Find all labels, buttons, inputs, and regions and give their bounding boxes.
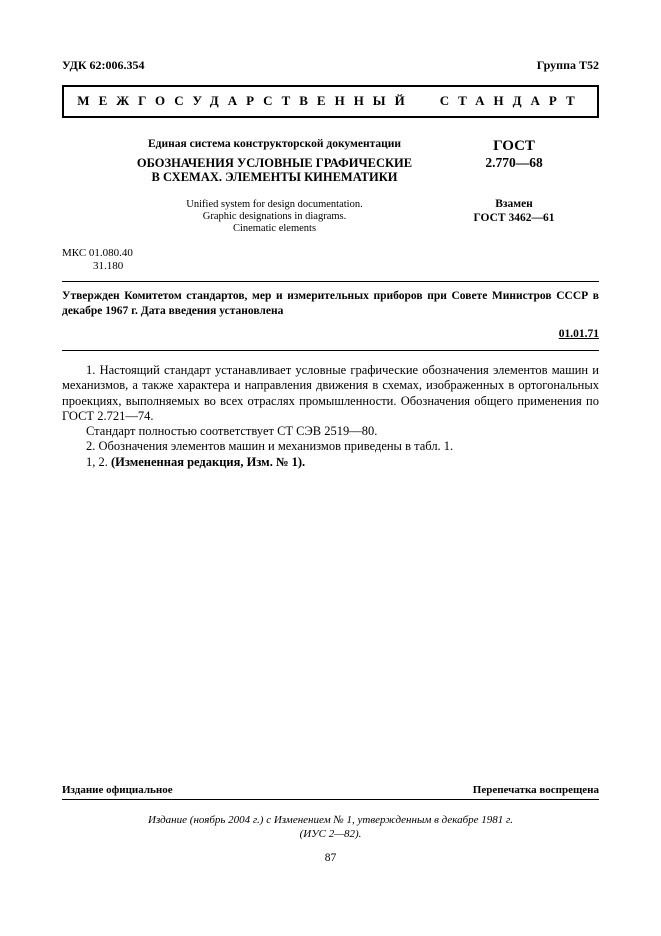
document-title-line2: В СХЕМАХ. ЭЛЕМЕНТЫ КИНЕМАТИКИ bbox=[151, 170, 398, 185]
document-title-line1: ОБОЗНАЧЕНИЯ УСЛОВНЫЕ ГРАФИЧЕСКИЕ bbox=[136, 156, 413, 170]
edition-note-line2: (ИУС 2—82). bbox=[299, 828, 362, 841]
paragraph-1: 1. Настоящий стандарт устанавливает условные графические обозначения элементов машин и механизмов, а также характера и направления движения в схемах, изображенных в ортогональных проекциях, выполняемых во всех отраслях промышленности. Обозначения общего применения по ГОСТ 2.721—74. bbox=[62, 363, 599, 423]
english-title-line3: Cinematic elements bbox=[232, 222, 317, 234]
english-title-line1: Unified system for design documentation. bbox=[186, 198, 363, 210]
paragraph-4-prefix: 1, 2. bbox=[86, 454, 111, 469]
udk-code: УДК 62:006.354 bbox=[62, 58, 145, 72]
reprint-prohibited-label: Перепечатка воспрещена bbox=[472, 784, 599, 796]
english-title bbox=[120, 199, 429, 235]
mks-line1: МКС 01.080.40 bbox=[62, 246, 133, 259]
page-number: 87 bbox=[324, 851, 337, 864]
mks-line2: 31.180 bbox=[93, 260, 124, 273]
effective-date bbox=[62, 328, 599, 340]
official-edition-label: Издание официальное bbox=[62, 784, 173, 796]
paragraph-4 bbox=[62, 455, 599, 470]
footer-rule bbox=[62, 799, 599, 800]
top-line bbox=[62, 58, 599, 73]
effective-date-value: 01.01.71 bbox=[558, 328, 599, 341]
title-section bbox=[62, 138, 599, 235]
gost-number: 2.770—68 bbox=[485, 154, 543, 170]
mks-classification bbox=[62, 247, 599, 273]
title-right-column bbox=[429, 138, 599, 235]
group-code: Группа Т52 bbox=[536, 58, 599, 72]
english-title-line2: Graphic designations in diagrams. bbox=[202, 210, 347, 222]
replaces-label: Взамен bbox=[495, 197, 533, 210]
paragraph-2: Стандарт полностью соответствует СТ СЭВ 2519—80. bbox=[86, 424, 378, 439]
banner-word-interstate: МЕЖГОСУДАРСТВЕННЫЙ bbox=[77, 93, 414, 108]
replaces-gost-number: ГОСТ 3462—61 bbox=[473, 212, 555, 225]
eskd-system-title: Единая система конструкторской документации bbox=[148, 138, 401, 150]
document-title bbox=[120, 156, 429, 185]
page-footer bbox=[62, 784, 599, 864]
standard-banner bbox=[62, 85, 599, 118]
footer-labels bbox=[62, 784, 599, 799]
approval-statement: Утвержден Комитетом стандартов, мер и измерительных приборов при Совете Министров СССР в декабре 1967 г. Дата введения установлена bbox=[62, 290, 599, 317]
banner-word-standard: СТАНДАРТ bbox=[439, 93, 584, 108]
paragraph-3: 2. Обозначения элементов машин и механизмов приведены в табл. 1. bbox=[86, 439, 454, 454]
title-center-column bbox=[62, 138, 429, 235]
edition-note-line1: Издание (ноябрь 2004 г.) с Изменением № 1, утвержденным в декабре 1981 г. bbox=[148, 814, 513, 826]
edition-note bbox=[62, 813, 599, 842]
body-text bbox=[62, 363, 599, 470]
divider-rule-bottom bbox=[62, 350, 599, 351]
paragraph-4-amendment: (Измененная редакция, Изм. № 1). bbox=[111, 454, 306, 469]
replaces-block bbox=[429, 197, 599, 226]
divider-rule-top bbox=[62, 281, 599, 282]
gost-label: ГОСТ bbox=[493, 138, 535, 154]
